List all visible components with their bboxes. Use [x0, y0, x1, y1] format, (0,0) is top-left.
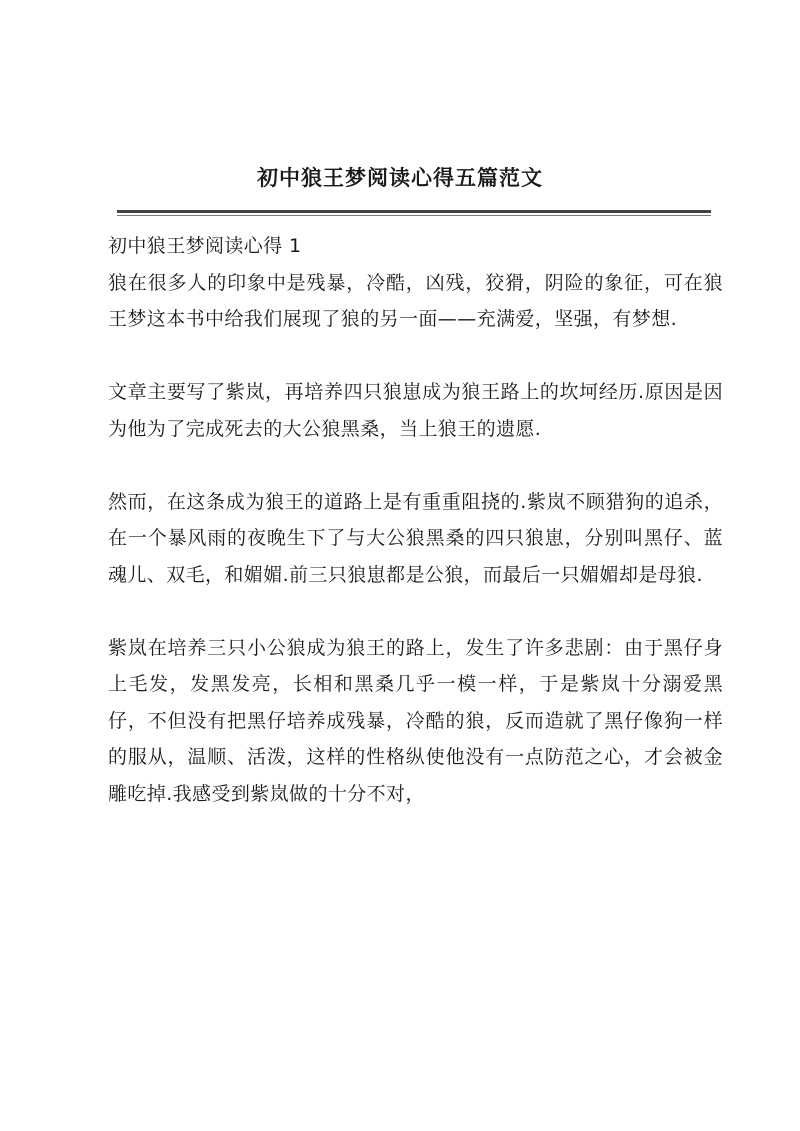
paragraph-4: 紫岚在培养三只小公狼成为狼王的路上，发生了许多悲剧：由于黑仔身上毛发，发黑发亮，长相和黑桑几乎一模一样，于是紫岚十分溺爱黑仔，不但没有把黑仔培养成残暴，冷酷的狼，反而造就了黑仔像狗一样的服从，温顺、活泼，这样的性格纵使他没有一点防范之心，才会被金雕吃掉.我感受到紫岚做的十分不对， [108, 636, 723, 805]
document-title: 初中狼王梦阅读心得五篇范文 [257, 165, 543, 190]
paragraph-2: 文章主要写了紫岚，再培养四只狼崽成为狼王路上的坎坷经历.原因是因为他为了完成死去的大公狼黑桑，当上狼王的遗愿. [108, 381, 723, 440]
document-body [108, 228, 723, 849]
paragraph-1: 狼在很多人的印象中是残暴，冷酷，凶残，狡猾，阴险的象征，可在狼王梦这本书中给我们展现了狼的另一面——充满爱，坚强，有梦想. [108, 271, 723, 330]
paragraph-3: 然而，在这条成为狼王的道路上是有重重阻挠的.紫岚不顾猎狗的追杀，在一个暴风雨的夜晚生下了与大公狼黑桑的四只狼崽，分别叫黑仔、蓝魂儿、双毛，和媚媚.前三只狼崽都是公狼，而最后一只媚媚却是母狼. [108, 490, 723, 586]
section-heading: 初中狼王梦阅读心得 1 [108, 235, 302, 257]
title-divider-thin [117, 215, 711, 216]
title-divider [117, 210, 711, 213]
